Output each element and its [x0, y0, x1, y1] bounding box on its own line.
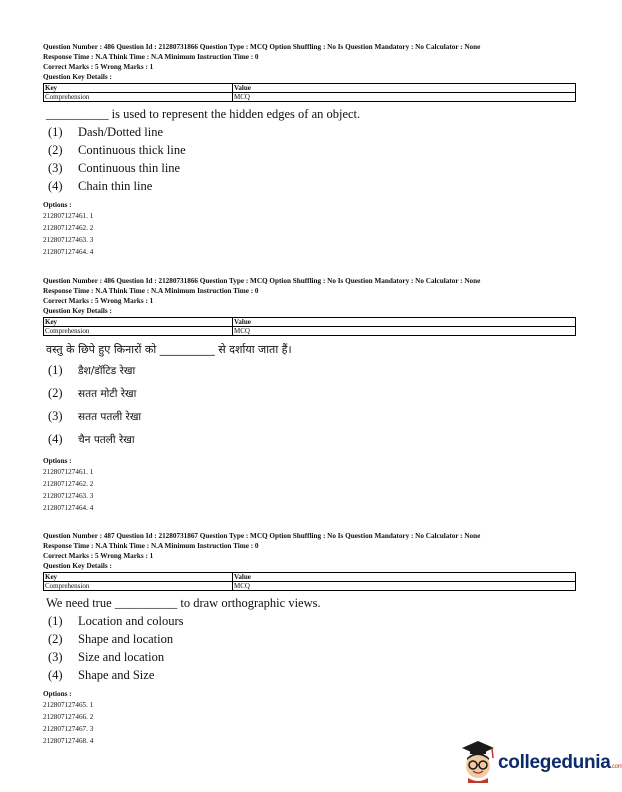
option-list: [43, 612, 578, 684]
option-id: 212807127463. 3: [43, 236, 94, 244]
question-block-1: [43, 42, 578, 258]
option-id: 212807127462. 2: [43, 480, 94, 488]
question-meta-line: Correct Marks : 5 Wrong Marks : 1: [43, 552, 154, 560]
option-id: 212807127463. 3: [43, 492, 94, 500]
logo-brand-text: collegedunia: [498, 752, 611, 773]
logo-wordmark: [498, 752, 622, 774]
option-item: [48, 648, 578, 666]
option-list: [43, 123, 578, 195]
key-value-table: [43, 83, 576, 102]
option-list: [43, 359, 578, 451]
question-meta-line: Question Key Details :: [43, 73, 112, 81]
logo-suffix-text: .com: [610, 764, 622, 770]
option-text: सतत मोटी रेखा: [78, 388, 137, 400]
option-item: [48, 159, 578, 177]
option-text: चैन पतली रेखा: [78, 434, 135, 446]
option-text: Size and location: [78, 650, 165, 664]
question-block-2: [43, 276, 578, 514]
question-text: We need true __________ to draw orthographic views.: [46, 596, 321, 610]
option-item: [48, 123, 578, 141]
question-meta-line: Response Time : N.A Think Time : N.A Minimum Instruction Time : 0: [43, 542, 259, 550]
question-meta-line: Question Key Details :: [43, 307, 112, 315]
question-meta-line: Response Time : N.A Think Time : N.A Minimum Instruction Time : 0: [43, 287, 259, 295]
collegedunia-logo[interactable]: [458, 734, 622, 784]
option-item: [48, 177, 578, 195]
key-cell: Comprehension: [44, 582, 233, 591]
option-number: (1): [48, 614, 63, 628]
value-cell: MCQ: [233, 93, 576, 102]
key-header: Key: [44, 318, 233, 327]
option-id: 212807127462. 2: [43, 224, 94, 232]
question-meta-line: Correct Marks : 5 Wrong Marks : 1: [43, 297, 154, 305]
option-number: (2): [48, 143, 63, 157]
option-text: सतत पतली रेखा: [78, 411, 142, 423]
option-number: (2): [48, 632, 63, 646]
question-meta-line: Response Time : N.A Think Time : N.A Minimum Instruction Time : 0: [43, 53, 259, 61]
options-label: Options :: [43, 457, 72, 465]
option-number: (3): [48, 650, 63, 664]
value-header: Value: [233, 573, 576, 582]
option-number: (3): [48, 161, 63, 175]
option-text: Shape and location: [78, 632, 174, 646]
key-cell: Comprehension: [44, 93, 233, 102]
option-id: 212807127464. 4: [43, 248, 94, 256]
option-item: [48, 428, 578, 451]
option-item: [48, 666, 578, 684]
option-id: 212807127461. 1: [43, 468, 94, 476]
option-number: (4): [48, 179, 63, 193]
option-id: 212807127468. 4: [43, 737, 94, 745]
option-text: Continuous thick line: [78, 143, 186, 157]
mascot-icon: [458, 736, 498, 784]
option-number: (1): [48, 363, 63, 377]
question-text: __________ is used to represent the hidden edges of an object.: [46, 107, 361, 121]
question-text: वस्तु के छिपे हुए किनारों को __________ से दर्शाया जाता हैं।: [46, 343, 292, 356]
option-id: 212807127467. 3: [43, 725, 94, 733]
option-text: Shape and Size: [78, 668, 155, 682]
option-number: (4): [48, 432, 63, 446]
option-id: 212807127466. 2: [43, 713, 94, 721]
question-meta-line: Question Number : 486 Question Id : 21280731866 Question Type : MCQ Option Shuffling : No Is Question Mandatory : No Calculator : None: [43, 277, 481, 285]
option-number: (4): [48, 668, 63, 682]
question-block-3: [43, 531, 578, 747]
key-value-table: [43, 317, 576, 336]
option-item: [48, 405, 578, 428]
value-cell: MCQ: [233, 582, 576, 591]
question-meta-line: Correct Marks : 5 Wrong Marks : 1: [43, 63, 154, 71]
options-label: Options :: [43, 690, 72, 698]
option-number: (3): [48, 409, 63, 423]
key-value-table: [43, 572, 576, 591]
option-item: [48, 612, 578, 630]
key-cell: Comprehension: [44, 327, 233, 336]
key-header: Key: [44, 84, 233, 93]
option-text: Continuous thin line: [78, 161, 181, 175]
value-header: Value: [233, 318, 576, 327]
option-item: [48, 359, 578, 382]
value-cell: MCQ: [233, 327, 576, 336]
question-meta-line: Question Key Details :: [43, 562, 112, 570]
option-id: 212807127464. 4: [43, 504, 94, 512]
option-text: Location and colours: [78, 614, 184, 628]
option-id: 212807127461. 1: [43, 212, 94, 220]
question-meta-line: Question Number : 487 Question Id : 21280731867 Question Type : MCQ Option Shuffling : No Is Question Mandatory : No Calculator : None: [43, 532, 481, 540]
option-number: (2): [48, 386, 63, 400]
option-id: 212807127465. 1: [43, 701, 94, 709]
option-text: Dash/Dotted line: [78, 125, 164, 139]
question-meta-line: Question Number : 486 Question Id : 21280731866 Question Type : MCQ Option Shuffling : No Is Question Mandatory : No Calculator : None: [43, 43, 481, 51]
option-item: [48, 141, 578, 159]
option-text: डैश/डॉटिड रेखा: [78, 365, 136, 377]
option-text: Chain thin line: [78, 179, 153, 193]
value-header: Value: [233, 84, 576, 93]
option-item: [48, 382, 578, 405]
option-number: (1): [48, 125, 63, 139]
options-label: Options :: [43, 201, 72, 209]
option-item: [48, 630, 578, 648]
key-header: Key: [44, 573, 233, 582]
